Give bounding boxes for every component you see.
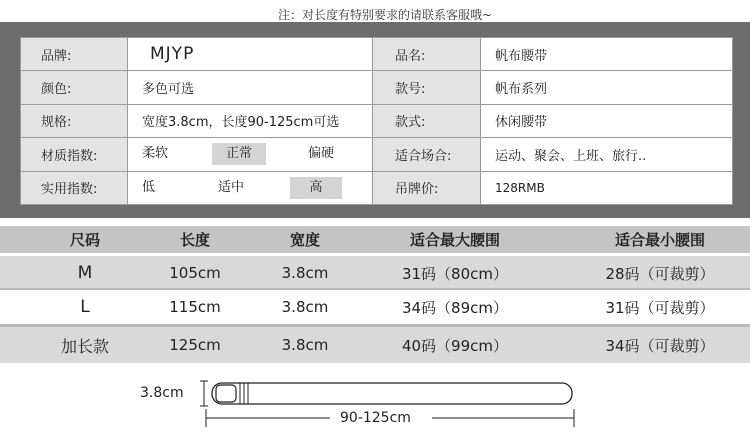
row-length: 125cm (169, 336, 221, 354)
spec-row-color (21, 71, 733, 104)
practical-label: 实用指数: (21, 171, 128, 204)
row-size: L (80, 297, 90, 317)
style-label: 款式: (373, 104, 481, 137)
row-width: 3.8cm (281, 264, 329, 282)
spec-row-size (21, 104, 733, 137)
material-option-hard: 偏硬 (307, 146, 334, 162)
color-value: 多色可选 (128, 71, 373, 104)
practical-option-medium: 适中 (218, 179, 245, 195)
belt-width-label: 3.8cm (140, 385, 184, 401)
size-label: 规格: (21, 104, 128, 137)
row-length: 105cm (169, 264, 221, 282)
table-row (0, 256, 750, 290)
occasion-label: 适合场合: (373, 138, 481, 171)
table-row (0, 327, 750, 363)
practical-option-low: 低 (142, 179, 156, 195)
row-length: 115cm (169, 298, 221, 316)
row-min-waist: 31码（可裁剪） (605, 298, 715, 317)
row-min-waist: 34码（可裁剪） (605, 336, 715, 355)
color-label: 颜色: (21, 71, 128, 104)
material-options (128, 138, 373, 171)
header-max-waist: 适合最大腰围 (409, 231, 500, 249)
header-width: 宽度 (289, 231, 320, 249)
row-max-waist: 40码（99cm） (401, 336, 509, 355)
material-label: 材质指数: (21, 138, 128, 171)
table-row (0, 290, 750, 324)
name-label: 品名: (373, 38, 481, 71)
style-value: 休闲腰带 (481, 104, 733, 137)
name-value: 帆布腰带 (481, 38, 733, 71)
row-min-waist: 28码（可裁剪） (605, 264, 715, 283)
material-option-soft: 柔软 (142, 146, 169, 162)
note-text: 注：对长度有特别要求的请联系客服哦~ (277, 8, 493, 22)
occasion-value: 运动、聚会、上班、旅行.. (481, 138, 733, 171)
spec-row-practical (21, 171, 733, 204)
row-width: 3.8cm (281, 336, 329, 354)
row-max-waist: 31码（80cm） (401, 264, 509, 283)
row-max-waist: 34码（89cm） (401, 298, 509, 317)
spec-row-material (21, 138, 733, 171)
size-value: 宽度3.8cm，长度90-125cm可选 (128, 104, 373, 137)
row-size: M (77, 263, 93, 283)
belt-length-label: 90-125cm (340, 410, 411, 426)
row-size: 加长款 (60, 336, 109, 356)
header-length: 长度 (179, 231, 210, 249)
material-option-normal: 正常 (212, 143, 266, 165)
brand-value: MJYP (128, 38, 373, 71)
price-label: 吊牌价: (373, 171, 481, 204)
brand-label: 品牌: (21, 38, 128, 71)
practical-options (128, 171, 373, 204)
belt-drawing (0, 372, 750, 446)
model-label: 款号: (373, 71, 481, 104)
size-table-header (0, 226, 750, 253)
price-value: 128RMB (481, 171, 733, 204)
row-width: 3.8cm (281, 298, 329, 316)
belt-diagram (0, 372, 750, 446)
header-min-waist: 适合最小腰围 (614, 231, 705, 249)
practical-option-high: 高 (290, 177, 342, 199)
spec-row-brand (21, 38, 733, 71)
spec-table (20, 37, 733, 205)
spec-panel (0, 22, 750, 218)
model-value: 帆布系列 (481, 71, 733, 104)
header-size: 尺码 (69, 231, 100, 249)
